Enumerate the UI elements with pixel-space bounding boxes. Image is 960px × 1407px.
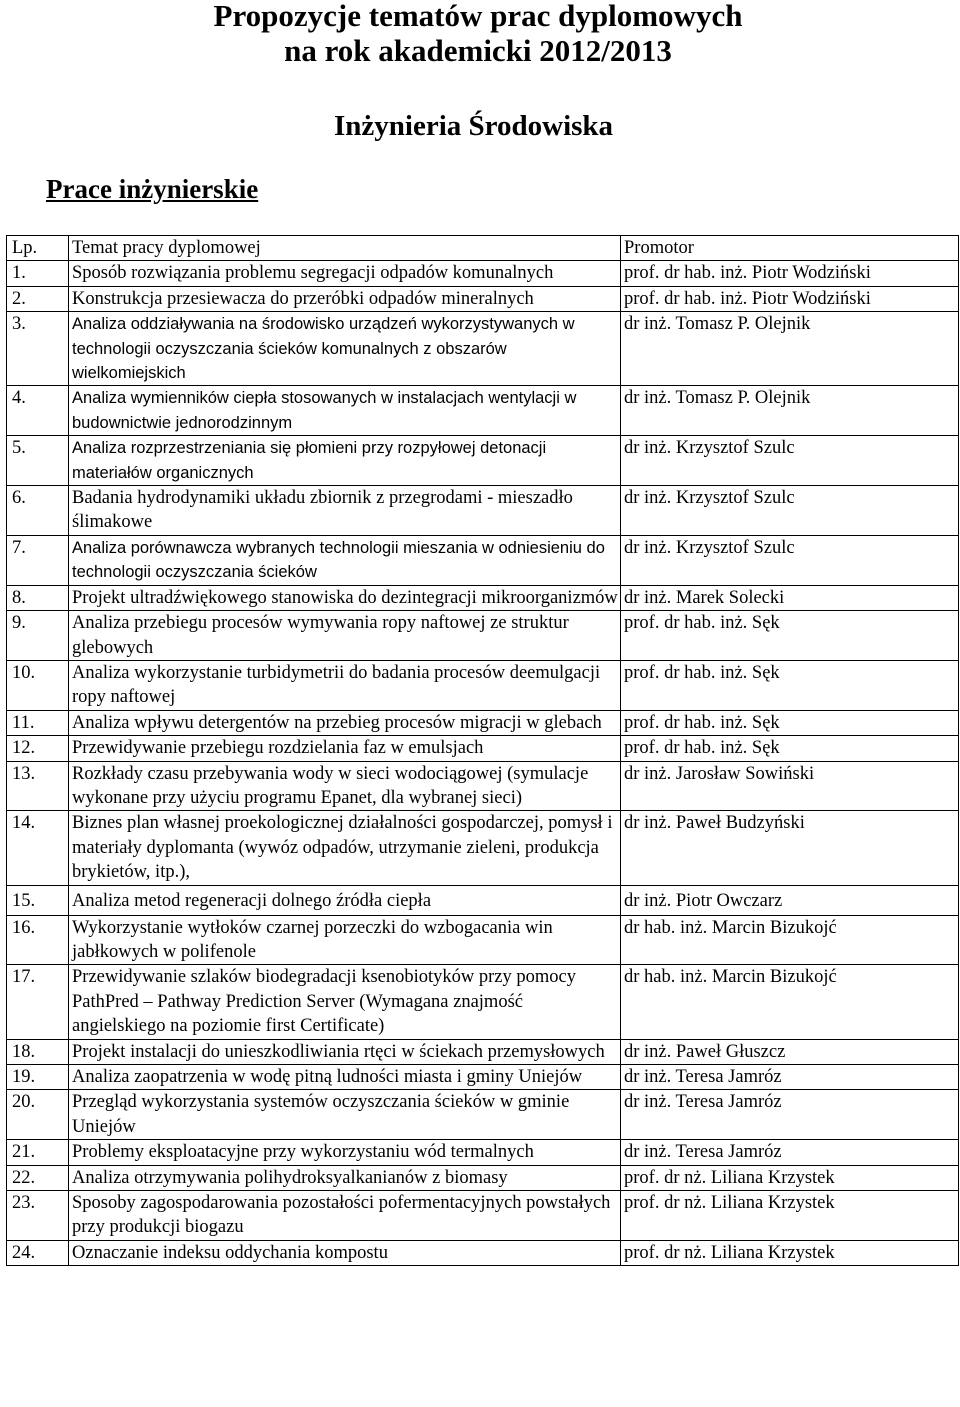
row-promotor: dr inż. Krzysztof Szulc — [621, 486, 959, 536]
row-topic: Oznaczanie indeksu oddychania kompostu — [69, 1240, 621, 1265]
row-promotor: dr inż. Marek Solecki — [621, 585, 959, 610]
row-topic: Analiza metod regeneracji dolnego źródła ciepła — [69, 885, 621, 915]
row-promotor: prof. dr hab. inż. Sęk — [621, 611, 959, 661]
row-topic: Badania hydrodynamiki układu zbiornik z przegrodami - mieszadło ślimakowe — [69, 486, 621, 536]
table-row — [7, 1165, 959, 1190]
table-row — [7, 1240, 959, 1265]
row-number: 9. — [7, 611, 69, 661]
row-promotor: prof. dr nż. Liliana Krzystek — [621, 1165, 959, 1190]
row-topic: Wykorzystanie wytłoków czarnej porzeczki do wzbogacania win jabłkowych w polifenole — [69, 915, 621, 965]
row-promotor: dr inż. Teresa Jamróz — [621, 1065, 959, 1090]
row-topic: Analiza rozprzestrzeniania się płomieni przy rozpyłowej detonacji materiałów organicznych — [69, 436, 621, 486]
row-promotor: prof. dr hab. inż. Sęk — [621, 710, 959, 735]
row-number: 11. — [7, 710, 69, 735]
row-topic: Biznes plan własnej proekologicznej działalności gospodarczej, pomysł i materiały dyplomanta (wywóz odpadów, utrzymanie zieleni, produkcja brykietów, itp.), — [69, 811, 621, 885]
table-row — [7, 312, 959, 386]
row-number: 16. — [7, 915, 69, 965]
page-title-line2: na rok akademicki 2012/2013 — [284, 33, 672, 68]
row-number: 8. — [7, 585, 69, 610]
row-promotor: dr inż. Krzysztof Szulc — [621, 436, 959, 486]
table-row — [7, 386, 959, 436]
row-promotor: dr inż. Teresa Jamróz — [621, 1140, 959, 1165]
table-row — [7, 1065, 959, 1090]
table-row — [7, 535, 959, 585]
row-topic: Analiza wpływu detergentów na przebieg procesów migracji w glebach — [69, 710, 621, 735]
row-number: 23. — [7, 1191, 69, 1241]
row-topic: Przewidywanie szlaków biodegradacji ksenobiotyków przy pomocy PathPred – Pathway Prediction Server (Wymagana znajmość angielskiego na poziomie first Certificate) — [69, 965, 621, 1039]
row-topic: Sposoby zagospodarowania pozostałości pofermentacyjnych powstałych przy produkcji biogazu — [69, 1191, 621, 1241]
table-row — [7, 1140, 959, 1165]
column-header-lp: Lp. — [7, 236, 69, 261]
row-number: 21. — [7, 1140, 69, 1165]
row-number: 20. — [7, 1090, 69, 1140]
table-row — [7, 1090, 959, 1140]
row-number: 12. — [7, 736, 69, 761]
table-row — [7, 965, 959, 1039]
row-promotor: dr inż. Teresa Jamróz — [621, 1090, 959, 1140]
table-header-row — [7, 236, 959, 261]
row-number: 13. — [7, 761, 69, 811]
row-topic: Przewidywanie przebiegu rozdzielania faz w emulsjach — [69, 736, 621, 761]
row-number: 4. — [7, 386, 69, 436]
row-promotor: prof. dr hab. inż. Sęk — [621, 660, 959, 710]
table-row — [7, 486, 959, 536]
row-promotor: dr inż. Paweł Budzyński — [621, 811, 959, 885]
page-subtitle: Inżynieria Środowiska — [334, 110, 614, 142]
row-number: 5. — [7, 436, 69, 486]
column-header-topic: Temat pracy dyplomowej — [69, 236, 621, 261]
topics-table-body — [7, 236, 959, 1266]
row-number: 14. — [7, 811, 69, 885]
row-topic: Konstrukcja przesiewacza do przeróbki odpadów mineralnych — [69, 286, 621, 311]
table-row — [7, 585, 959, 610]
row-number: 3. — [7, 312, 69, 386]
row-promotor: prof. dr hab. inż. Piotr Wodziński — [621, 286, 959, 311]
row-topic: Analiza zaopatrzenia w wodę pitną ludności miasta i gminy Uniejów — [69, 1065, 621, 1090]
row-number: 17. — [7, 965, 69, 1039]
table-row — [7, 915, 959, 965]
row-topic: Rozkłady czasu przebywania wody w sieci wodociągowej (symulacje wykonane przy użyciu programu Epanet, dla wybranej sieci) — [69, 761, 621, 811]
row-promotor: dr inż. Krzysztof Szulc — [621, 535, 959, 585]
row-topic: Analiza wymienników ciepła stosowanych w instalacjach wentylacji w budownictwie jednorodzinnym — [69, 386, 621, 436]
row-promotor: dr inż. Piotr Owczarz — [621, 885, 959, 915]
row-topic: Analiza przebiegu procesów wymywania ropy naftowej ze struktur glebowych — [69, 611, 621, 661]
section-heading: Prace inżynierskie — [46, 174, 259, 204]
topics-table — [6, 235, 959, 1266]
table-row — [7, 286, 959, 311]
row-number: 19. — [7, 1065, 69, 1090]
table-row — [7, 660, 959, 710]
table-row — [7, 261, 959, 286]
table-row — [7, 1039, 959, 1064]
column-header-promotor: Promotor — [621, 236, 959, 261]
row-promotor: prof. dr hab. inż. Sęk — [621, 736, 959, 761]
table-row — [7, 811, 959, 885]
row-number: 6. — [7, 486, 69, 536]
row-number: 10. — [7, 660, 69, 710]
row-topic: Analiza oddziaływania na środowisko urządzeń wykorzystywanych w technologii oczyszczania ścieków komunalnych z obszarów wielkomiejskich — [69, 312, 621, 386]
row-topic: Przegląd wykorzystania systemów oczyszczania ścieków w gminie Uniejów — [69, 1090, 621, 1140]
row-promotor: dr inż. Tomasz P. Olejnik — [621, 312, 959, 386]
row-number: 1. — [7, 261, 69, 286]
row-topic: Analiza otrzymywania polihydroksyalkanianów z biomasy — [69, 1165, 621, 1190]
table-row — [7, 611, 959, 661]
row-promotor: prof. dr nż. Liliana Krzystek — [621, 1191, 959, 1241]
row-topic: Sposób rozwiązania problemu segregacji odpadów komunalnych — [69, 261, 621, 286]
row-promotor: dr hab. inż. Marcin Bizukojć — [621, 965, 959, 1039]
row-promotor: prof. dr nż. Liliana Krzystek — [621, 1240, 959, 1265]
table-row — [7, 761, 959, 811]
row-number: 2. — [7, 286, 69, 311]
row-number: 22. — [7, 1165, 69, 1190]
row-topic: Projekt instalacji do unieszkodliwiania rtęci w ściekach przemysłowych — [69, 1039, 621, 1064]
row-topic: Problemy eksploatacyjne przy wykorzystaniu wód termalnych — [69, 1140, 621, 1165]
row-promotor: dr inż. Paweł Głuszcz — [621, 1039, 959, 1064]
row-number: 18. — [7, 1039, 69, 1064]
row-number: 15. — [7, 885, 69, 915]
page-title-line1: Propozycje tematów prac dyplomowych — [213, 0, 743, 33]
table-row — [7, 710, 959, 735]
row-number: 24. — [7, 1240, 69, 1265]
row-topic: Projekt ultradźwiękowego stanowiska do dezintegracji mikroorganizmów — [69, 585, 621, 610]
row-topic: Analiza wykorzystanie turbidymetrii do badania procesów deemulgacji ropy naftowej — [69, 660, 621, 710]
table-row — [7, 736, 959, 761]
row-promotor: prof. dr hab. inż. Piotr Wodziński — [621, 261, 959, 286]
row-promotor: dr inż. Jarosław Sowiński — [621, 761, 959, 811]
table-row — [7, 1191, 959, 1241]
row-promotor: dr hab. inż. Marcin Bizukojć — [621, 915, 959, 965]
row-number: 7. — [7, 535, 69, 585]
row-promotor: dr inż. Tomasz P. Olejnik — [621, 386, 959, 436]
table-row — [7, 885, 959, 915]
row-topic: Analiza porównawcza wybranych technologii mieszania w odniesieniu do technologii oczyszczania ścieków — [69, 535, 621, 585]
table-row — [7, 436, 959, 486]
